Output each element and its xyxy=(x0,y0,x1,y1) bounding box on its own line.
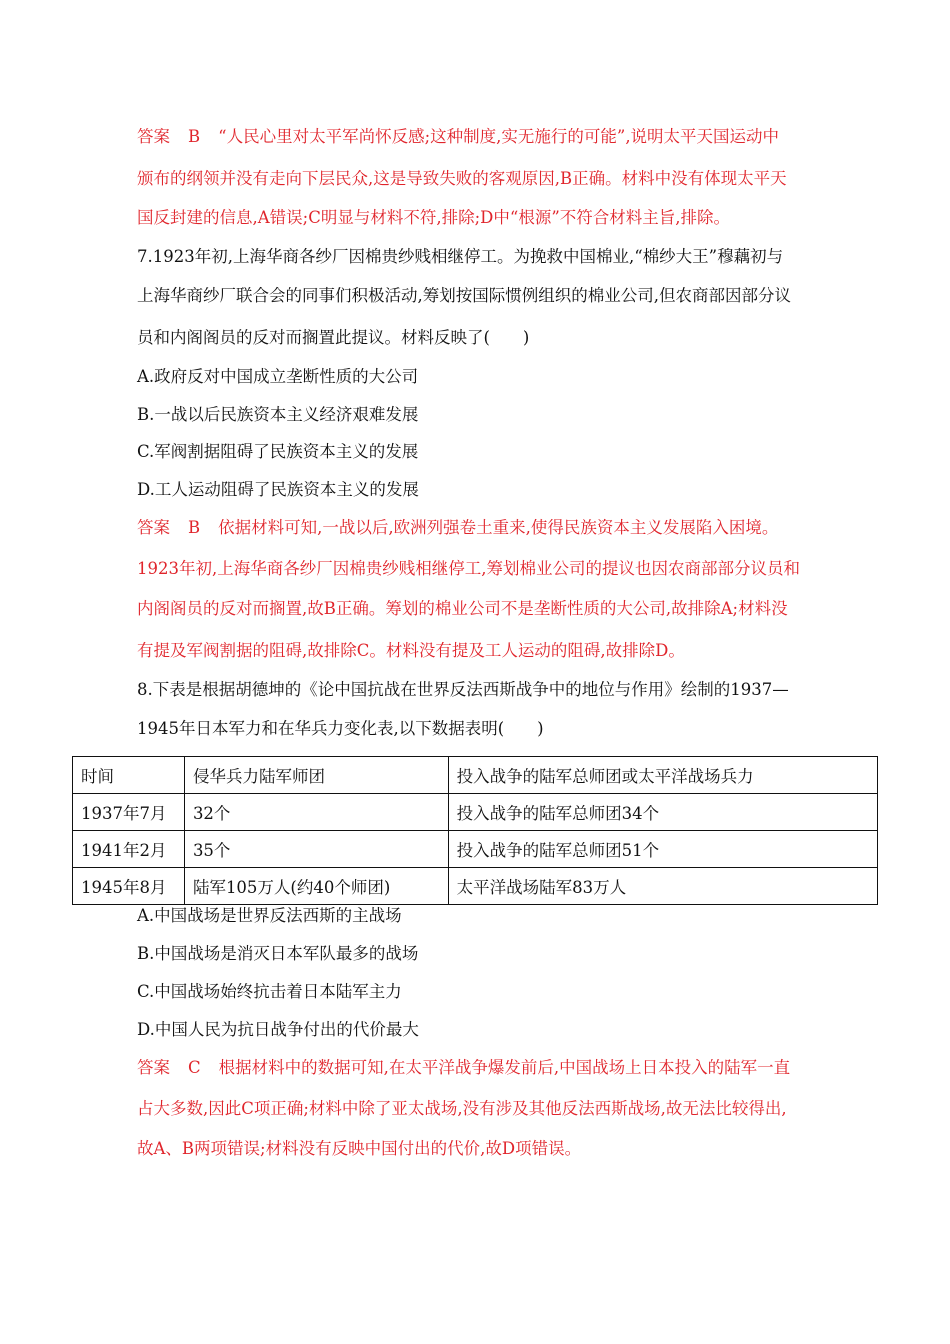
q8-option-d: D.中国人民为抗日战争付出的代价最大 xyxy=(137,1020,419,1039)
table-cell: 投入战争的陆军总师团34个 xyxy=(448,794,877,831)
q8-option-c: C.中国战场始终抗击着日本陆军主力 xyxy=(137,982,402,1001)
table-row xyxy=(73,794,878,831)
answer6-text-1: “人民心里对太平军尚怀反感;这种制度,实无施行的可能”,说明太平天国运动中 xyxy=(218,127,780,146)
answer6-line-3: 国反封建的信息,A错误;C明显与材料不符,排除;D中“根源”不符合材料主旨,排除。 xyxy=(137,208,730,227)
answer7-line-1 xyxy=(137,517,817,539)
table-header-row xyxy=(73,757,878,794)
q7-option-c: C.军阀割据阻碍了民族资本主义的发展 xyxy=(137,442,419,461)
answer7-text-1: 依据材料可知,一战以后,欧洲列强卷土重来,使得民族资本主义发展陷入困境。 xyxy=(218,518,779,537)
table-cell: 1945年8月 xyxy=(73,868,185,905)
table-cell: 陆军105万人(约40个师团) xyxy=(184,868,448,905)
answer7-line-3: 内阁阁员的反对而搁置,故B正确。筹划的棉业公司不是垄断性质的大公司,故排除A;材料没 xyxy=(137,599,788,618)
table-cell: 投入战争的陆军总师团51个 xyxy=(448,831,877,868)
answer6-line-1 xyxy=(137,126,817,148)
q8-option-b: B.中国战场是消灭日本军队最多的战场 xyxy=(137,944,419,963)
q7-stem-3: 员和内阁阁员的反对而搁置此提议。材料反映了( ) xyxy=(137,328,530,347)
q7-stem-2: 上海华商纱厂联合会的同事们积极活动,筹划按国际惯例组织的棉业公司,但农商部因部分议 xyxy=(137,286,791,305)
table-header-cell: 时间 xyxy=(73,757,185,794)
answer6-choice: B xyxy=(188,127,201,146)
q7-option-d: D.工人运动阻碍了民族资本主义的发展 xyxy=(137,480,419,499)
answer8-choice: C xyxy=(188,1058,201,1077)
q8-stem-2: 1945年日本军力和在华兵力变化表,以下数据表明( ) xyxy=(137,719,544,738)
answer7-choice: B xyxy=(188,518,201,537)
answer8-line-2: 占大多数,因此C项正确;材料中除了亚太战场,没有涉及其他反法西斯战场,故无法比较得出, xyxy=(137,1099,787,1118)
table-cell: 35个 xyxy=(184,831,448,868)
q8-option-a: A.中国战场是世界反法西斯的主战场 xyxy=(137,906,402,925)
table-header-cell: 侵华兵力陆军师团 xyxy=(184,757,448,794)
q8-stem-1: 8.下表是根据胡德坤的《论中国抗战在世界反法西斯战争中的地位与作用》绘制的1937— xyxy=(137,680,789,699)
table-header-cell: 投入战争的陆军总师团或太平洋战场兵力 xyxy=(448,757,877,794)
answer8-line-3: 故A、B两项错误;材料没有反映中国付出的代价,故D项错误。 xyxy=(137,1139,582,1158)
answer6-line-2: 颁布的纲领并没有走向下层民众,这是导致失败的客观原因,B正确。材料中没有体现太平天 xyxy=(137,169,787,188)
table-cell: 1937年7月 xyxy=(73,794,185,831)
q7-option-b: B.一战以后民族资本主义经济艰难发展 xyxy=(137,405,419,424)
table-cell: 1941年2月 xyxy=(73,831,185,868)
answer7-line-2: 1923年初,上海华商各纱厂因棉贵纱贱相继停工,筹划棉业公司的提议也因农商部部分议员和 xyxy=(137,559,800,578)
answer6-label: 答案 xyxy=(137,127,170,146)
q7-option-a: A.政府反对中国成立垄断性质的大公司 xyxy=(137,367,419,386)
answer8-label: 答案 xyxy=(137,1058,170,1077)
answer7-label: 答案 xyxy=(137,518,170,537)
q7-stem-1: 7.1923年初,上海华商各纱厂因棉贵纱贱相继停工。为挽救中国棉业,“棉纱大王”穆藕初与 xyxy=(137,247,784,266)
answer7-line-4: 有提及军阀割据的阻碍,故排除C。材料没有提及工人运动的阻碍,故排除D。 xyxy=(137,641,685,660)
table-row xyxy=(73,868,878,905)
table-row xyxy=(73,831,878,868)
answer8-line-1 xyxy=(137,1057,817,1079)
answer8-text-1: 根据材料中的数据可知,在太平洋战争爆发前后,中国战场上日本投入的陆军一直 xyxy=(218,1058,791,1077)
q8-data-table xyxy=(72,756,878,905)
table-cell: 32个 xyxy=(184,794,448,831)
table-cell: 太平洋战场陆军83万人 xyxy=(448,868,877,905)
